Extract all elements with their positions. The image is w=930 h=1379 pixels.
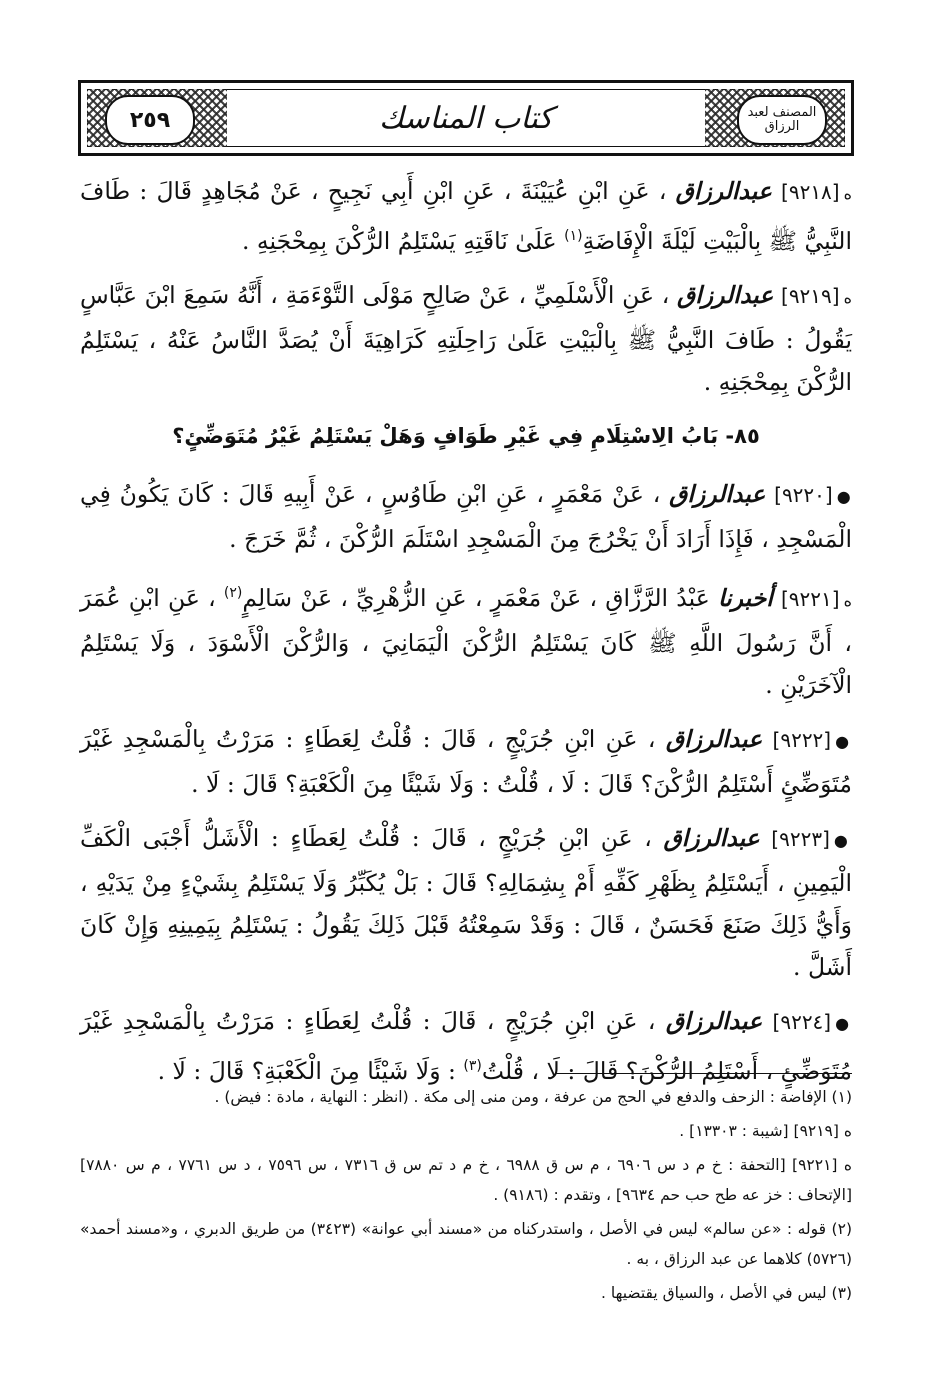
- narrator: عبدالرزاق: [677, 280, 774, 309]
- hadith-text: ، عَنِ ابْنِ عُيَيْنَةَ ، عَنِ ابْنِ أَبِي نَجِيحٍ ، عَنْ مُجَاهِدٍ قَالَ : طَافَ النَّبِيُّ ﷺ بِالْبَيْتِ لَيْلَةَ الْإِفَاضَةِ: [80, 177, 852, 255]
- hadith-text: ، عَنْ مَعْمَرٍ ، عَنِ ابْنِ طَاوُسٍ ، عَنْ أَبِيهِ قَالَ : كَانَ يَكُونُ فِي الْمَسْجِدِ ، فَإِذَا أَرَادَ أَنْ يَخْرُجَ مِنَ الْمَسْجِدِ اسْتَلَمَ الرُّكْنَ ، ثُمَّ خَرَجَ .: [80, 479, 852, 553]
- hadith-9219: [80, 274, 852, 403]
- hadith-9220: [80, 473, 852, 560]
- footnote-1: (١) الإفاضة : الزحف والدفع في الحج من عرفة ، ومن منى إلى مكة . (انظر : النهاية ، مادة : فيض) .: [214, 1088, 852, 1106]
- narrator: عبدالرزاق: [665, 1006, 763, 1035]
- hadith-text-cont: عَلَىٰ نَاقَتِهِ يَسْتَلِمُ الرُّكْنَ بِمِحْجَنِهِ .: [241, 226, 557, 255]
- source-note-9219: ه [٩٢١٩] [شيبة : ١٣٣٠٣] .: [679, 1122, 852, 1140]
- hadith-text-cont: ، عَنِ ابْنِ عُمَرَ ، أَنَّ رَسُولَ اللَّهِ ﷺ كَانَ يَسْتَلِمُ الرُّكْنَ الْيَمَانِيَ ، وَالرُّكْنَ الْأَسْوَدَ ، وَلَا يَسْتَلِمُ الْآخَرَيْنِ .: [80, 583, 852, 699]
- narrator: عبدالرزاق: [669, 479, 766, 508]
- page-header: [78, 80, 854, 156]
- hadith-number: [٩٢٢٢]: [772, 727, 832, 752]
- footnote-ref: (١): [564, 228, 583, 244]
- hadith-number: [٩٢١٩]: [781, 283, 840, 308]
- footnote-2: (٢) قوله : «عن سالم» ليس في الأصل ، واستدركناه من «مسند أبي عوانة» (٣٤٢٣) من طريق الدبري ، و«مسند أحمد» (٥٧٢٦) كلاهما عن عبد الرزاق ، به .: [80, 1220, 852, 1268]
- hadith-number: [٩٢٢٤]: [772, 1009, 832, 1034]
- footnotes: [80, 1082, 852, 1312]
- hadith-9221: [80, 572, 852, 706]
- running-title: كتاب المناسك: [379, 100, 553, 136]
- hadith-9218: [80, 170, 852, 262]
- footnote-separator: [556, 1073, 852, 1074]
- hadith-text: ، عَنِ ابْنِ جُرَيْجٍ ، قَالَ : قُلْتُ لِعَطَاءٍ : مَرَرْتُ بِالْمَسْجِدِ غَيْرَ مُتَوَضِّئٍ ، أَسْتَلِمُ الرُّكْنَ؟ قَالَ : لَا ، قُلْتُ: [80, 1006, 852, 1085]
- hadith-marker: ●: [835, 731, 852, 751]
- narrator: أخبرنا: [717, 583, 773, 612]
- narrator: عبدالرزاق: [675, 177, 772, 205]
- footnote-ref: (٢): [223, 584, 243, 601]
- hadith-text: عَبْدُ الرَّزَّاقِ ، عَنْ مَعْمَرٍ ، عَنِ الزُّهْرِيِّ ، عَنْ سَالِمٍ: [242, 583, 710, 612]
- hadith-9223: [80, 817, 852, 988]
- hadith-text-cont: : وَلَا شَيْئًا مِنَ الْكَعْبَةِ؟ قَالَ : لَا .: [157, 1056, 456, 1085]
- hadith-marker: ه: [843, 287, 852, 307]
- source-note-9221: ه [٩٢٢١] [التحفة : خ م د س ٦٩٠٦ ، م س ق ٦٩٨٨ ، خ م د تم س ق ٧٣١٦ ، س ٧٥٩٦ ، د س ٧٧٦١ ، م س ٧٨٨٠] [الإتحاف : خز عه طح حب حم ٩٦٣٤] ، وتقدم : (٩١٨٦) .: [80, 1156, 852, 1204]
- main-text: [80, 170, 852, 1103]
- hadith-number: [٩٢٢٣]: [771, 826, 830, 851]
- narrator: عبدالرزاق: [665, 724, 763, 753]
- hadith-marker: ●: [835, 1013, 852, 1033]
- footnote-ref: (٣): [463, 1057, 482, 1074]
- book-emblem: المصنف لعبد الرزاق: [737, 95, 827, 145]
- page-number: ٢٥٩: [105, 95, 195, 145]
- hadith-9224: [80, 1000, 852, 1092]
- hadith-text: ، عَنِ الْأَسْلَمِيِّ ، عَنْ صَالِحٍ مَوْلَى التَّوْءَمَةِ ، أَنَّهُ سَمِعَ ابْنَ عَبَّاسٍ يَقُولُ : طَافَ النَّبِيُّ ﷺ بِالْبَيْتِ عَلَىٰ رَاحِلَتِهِ كَرَاهِيَةَ أَنْ يُصَدَّ النَّاسُ عَنْهُ ، يَسْتَلِمُ الرُّكْنَ بِمِحْجَنِهِ .: [80, 280, 852, 396]
- hadith-number: [٩٢٢١]: [780, 586, 840, 611]
- hadith-9222: [80, 718, 852, 805]
- hadith-marker: ●: [833, 830, 852, 850]
- hadith-number: [٩٢٢٠]: [774, 482, 833, 507]
- hadith-marker: ه: [843, 184, 852, 203]
- hadith-marker: ●: [836, 486, 852, 506]
- hadith-text: ، عَنِ ابْنِ جُرَيْجٍ ، قَالَ : قُلْتُ لِعَطَاءٍ : الْأَشَلُّ أَجْبَى الْكَفِّ الْيَمِينِ ، أَيَسْتَلِمُ بِظَهْرِ كَفِّهِ أَمْ بِشِمَالِهِ؟ قَالَ : بَلْ يُكَبِّرُ وَلَا يَسْتَلِمُ بِشَيْءٍ مِنْ يَدَيْهِ ، وَأَيُّ ذَلِكَ صَنَعَ فَحَسَنٌ ، قَالَ : وَقَدْ سَمِعْتُهُ قَبْلَ ذَلِكَ يَقُولُ : يَسْتَلِمُ بِيَمِينِهِ وَإِنْ كَانَ أَشَلَّ .: [80, 823, 852, 981]
- narrator: عبدالرزاق: [663, 823, 760, 852]
- hadith-marker: ه: [843, 590, 852, 610]
- hadith-text: ، عَنِ ابْنِ جُرَيْجٍ ، قَالَ : قُلْتُ لِعَطَاءٍ : مَرَرْتُ بِالْمَسْجِدِ غَيْرَ مُتَوَضِّئٍ أَسْتَلِمُ الرُّكْنَ؟ قَالَ : لَا ، قُلْتُ : وَلَا شَيْئًا مِنَ الْكَعْبَةِ؟ قَالَ : لَا .: [80, 724, 852, 798]
- hadith-number: [٩٢١٨]: [781, 180, 840, 204]
- footnote-3: (٣) ليس في الأصل ، والسياق يقتضيها .: [601, 1284, 852, 1302]
- chapter-heading: ٨٥- بَابُ الِاسْتِلَامِ فِي غَيْرِ طَوَافٍ وَهَلْ يَسْتَلِمُ غَيْرُ مُتَوَضِّئٍ؟: [172, 423, 760, 448]
